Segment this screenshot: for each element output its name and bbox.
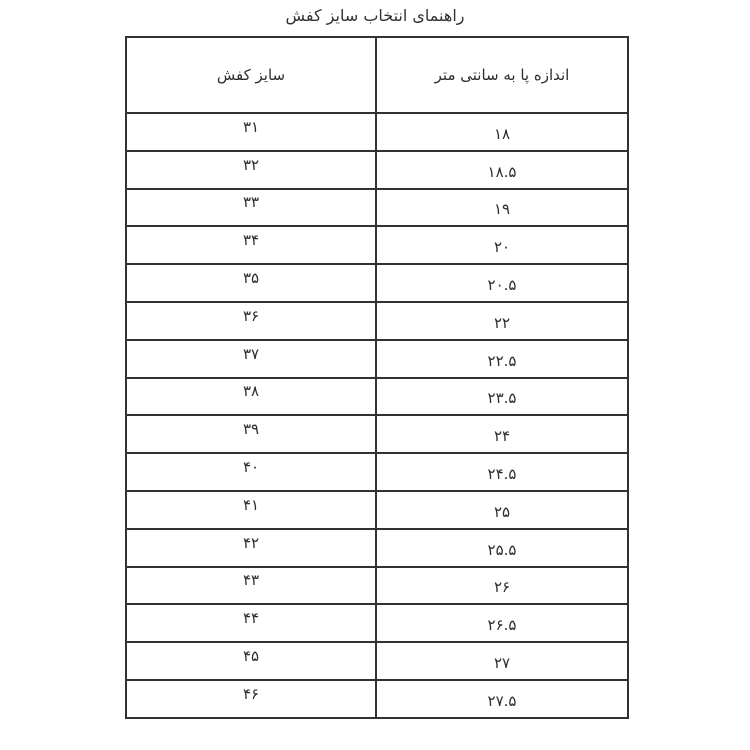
foot-length-cell	[376, 264, 628, 302]
shoe-size-cell	[126, 340, 376, 378]
foot-length-cell	[376, 151, 628, 189]
table-header-row	[126, 37, 628, 113]
table-row	[126, 113, 628, 151]
foot-length-value: ۱۸	[493, 124, 511, 143]
shoe-size-cell	[126, 567, 376, 605]
table-row	[126, 642, 628, 680]
foot-length-value: ۱۸.۵	[487, 162, 517, 181]
table-row	[126, 264, 628, 302]
shoe-size-value: ۳۴	[242, 231, 260, 250]
shoe-size-value: ۴۶	[242, 684, 260, 703]
shoe-size-cell	[126, 680, 376, 718]
shoe-size-value: ۳۵	[242, 269, 260, 288]
foot-length-value: ۲۰.۵	[487, 276, 517, 295]
table-row	[126, 302, 628, 340]
size-chart-table	[125, 36, 629, 719]
shoe-size-value: ۴۰	[242, 458, 260, 477]
shoe-size-value: ۳۹	[242, 420, 260, 439]
shoe-size-cell	[126, 642, 376, 680]
table-row	[126, 415, 628, 453]
shoe-size-cell	[126, 264, 376, 302]
foot-length-cell	[376, 491, 628, 529]
header-foot-length: اندازه پا به سانتی متر	[376, 37, 628, 113]
shoe-size-value: ۴۵	[242, 647, 260, 666]
foot-length-value: ۲۲.۵	[487, 351, 517, 370]
shoe-size-cell	[126, 604, 376, 642]
shoe-size-cell	[126, 151, 376, 189]
table-row	[126, 226, 628, 264]
table-row	[126, 604, 628, 642]
foot-length-cell	[376, 378, 628, 416]
shoe-size-cell	[126, 491, 376, 529]
foot-length-cell	[376, 680, 628, 718]
foot-length-value: ۲۲	[493, 313, 511, 332]
foot-length-value: ۱۹	[493, 200, 511, 219]
table-row	[126, 189, 628, 227]
table-body	[126, 113, 628, 718]
shoe-size-value: ۳۳	[242, 193, 260, 212]
foot-length-cell	[376, 567, 628, 605]
table-row	[126, 340, 628, 378]
shoe-size-value: ۳۲	[242, 155, 260, 174]
table-row	[126, 491, 628, 529]
page-title: راهنمای انتخاب سایز کفش	[285, 6, 465, 25]
foot-length-value: ۲۷.۵	[487, 691, 517, 710]
foot-length-value: ۲۴.۵	[487, 465, 517, 484]
foot-length-value: ۲۰	[493, 238, 511, 257]
foot-length-cell	[376, 189, 628, 227]
shoe-size-cell	[126, 453, 376, 491]
foot-length-cell	[376, 226, 628, 264]
foot-length-cell	[376, 529, 628, 567]
foot-length-cell	[376, 642, 628, 680]
foot-length-value: ۲۵.۵	[487, 540, 517, 559]
table-row	[126, 151, 628, 189]
foot-length-value: ۲۶	[493, 578, 511, 597]
shoe-size-cell	[126, 378, 376, 416]
shoe-size-cell	[126, 189, 376, 227]
shoe-size-cell	[126, 415, 376, 453]
shoe-size-value: ۴۲	[242, 533, 260, 552]
shoe-size-cell	[126, 529, 376, 567]
foot-length-value: ۲۷	[493, 654, 511, 673]
shoe-size-value: ۳۶	[242, 306, 260, 325]
foot-length-cell	[376, 604, 628, 642]
shoe-size-value: ۳۱	[242, 117, 260, 136]
table-row	[126, 453, 628, 491]
foot-length-value: ۲۴	[493, 427, 511, 446]
foot-length-cell	[376, 302, 628, 340]
foot-length-cell	[376, 415, 628, 453]
shoe-size-value: ۳۸	[242, 382, 260, 401]
table-row	[126, 680, 628, 718]
foot-length-value: ۲۶.۵	[487, 616, 517, 635]
table-row	[126, 529, 628, 567]
shoe-size-cell	[126, 226, 376, 264]
header-shoe-size: سایز کفش	[126, 37, 376, 113]
foot-length-value: ۲۵	[493, 502, 511, 521]
shoe-size-value: ۳۷	[242, 344, 260, 363]
shoe-size-cell	[126, 113, 376, 151]
shoe-size-value: ۴۱	[242, 495, 260, 514]
foot-length-value: ۲۳.۵	[487, 389, 517, 408]
foot-length-cell	[376, 340, 628, 378]
foot-length-cell	[376, 453, 628, 491]
table-row	[126, 378, 628, 416]
table-row	[126, 567, 628, 605]
shoe-size-cell	[126, 302, 376, 340]
foot-length-cell	[376, 113, 628, 151]
shoe-size-value: ۴۳	[242, 571, 260, 590]
shoe-size-value: ۴۴	[242, 609, 260, 628]
